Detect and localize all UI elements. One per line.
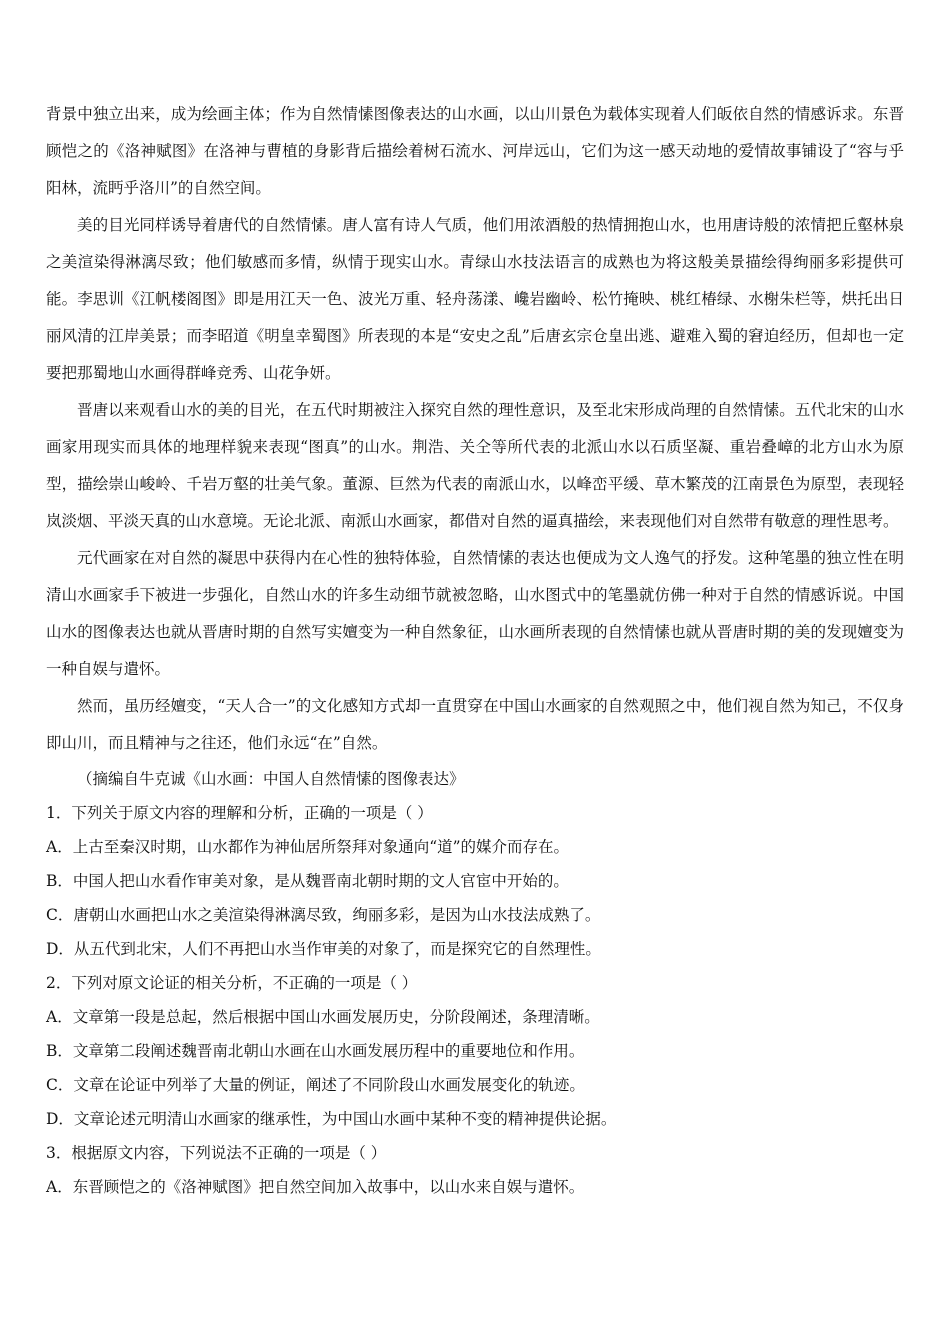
question-2	[46, 966, 904, 1136]
question-stem: 1．下列关于原文内容的理解和分析，正确的一项是（ ）	[46, 804, 433, 822]
passage-paragraph: 然而，虽历经嬗变，“天人合一”的文化感知方式却一直贯穿在中国山水画家的自然观照之中，他们视自然为知己，不仅身即山川，而且精神与之往还，他们永远“在”自然。	[46, 697, 904, 752]
option-c: C．文章在论证中列举了大量的例证，阐述了不同阶段山水画发展变化的轨迹。	[46, 1076, 585, 1094]
document-page	[46, 96, 904, 1204]
option-c: C．唐朝山水画把山水之美渲染得淋漓尽致，绚丽多彩，是因为山水技法成熟了。	[46, 906, 601, 924]
passage-paragraph: 美的目光同样诱导着唐代的自然情愫。唐人富有诗人气质，他们用浓酒般的热情拥抱山水，也用唐诗般的浓情把丘壑林泉之美渲染得淋漓尽致；他们敏感而多情，纵情于现实山水。青绿山水技法语言的成熟也为将这般美景描绘得绚丽多彩提供可能。李思训《江帆楼阁图》即是用江天一色、波光万重、轻舟荡漾、巉岩幽岭、松竹掩映、桃红椿绿、水榭朱栏等，烘托出日丽风清的江岸美景；而李昭道《明皇幸蜀图》所表现的本是“安史之乱”后唐玄宗仓皇出逃、避难入蜀的窘迫经历，但却也一定要把那蜀地山水画得群峰竞秀、山花争妍。	[46, 216, 904, 382]
option-d: D．从五代到北宋，人们不再把山水当作审美的对象了，而是探究它的自然理性。	[46, 940, 601, 958]
question-3	[46, 1136, 904, 1204]
option-b: B．文章第二段阐述魏晋南北朝山水画在山水画发展历程中的重要地位和作用。	[46, 1042, 585, 1060]
passage-paragraph: 元代画家在对自然的凝思中获得内在心性的独特体验，自然情愫的表达也便成为文人逸气的抒发。这种笔墨的独立性在明清山水画家手下被进一步强化，自然山水的许多生动细节就被忽略，山水图式中的笔墨就仿佛一种对于自然的情感诉说。中国山水的图像表达也就从晋唐时期的自然写实嬗变为一种自然象征，山水画所表现的自然情愫也就从晋唐时期的美的发现嬗变为一种自娱与遣怀。	[46, 549, 904, 678]
passage-paragraph: 晋唐以来观看山水的美的目光，在五代时期被注入探究自然的理性意识，及至北宋形成尚理的自然情愫。五代北宋的山水画家用现实而具体的地理样貌来表现“图真”的山水。荆浩、关仝等所代表的北派山水以石质坚凝、重岩叠嶂的北方山水为原型，描绘崇山峻岭、千岩万壑的壮美气象。董源、巨然为代表的南派山水，以峰峦平缓、草木繁茂的江南景色为原型，表现轻岚淡烟、平淡天真的山水意境。无论北派、南派山水画家，都借对自然的逼真描绘，来表现他们对自然带有敬意的理性思考。	[46, 401, 904, 530]
option-a: A．上古至秦汉时期，山水都作为神仙居所祭拜对象通向“道”的媒介而存在。	[46, 838, 570, 856]
option-a: A．文章第一段是总起，然后根据中国山水画发展历史，分阶段阐述，条理清晰。	[46, 1008, 600, 1026]
passage-paragraph: 背景中独立出来，成为绘画主体；作为自然情愫图像表达的山水画，以山川景色为载体实现着人们皈依自然的情感诉求。东晋顾恺之的《洛神赋图》在洛神与曹植的身影背后描绘着树石流水、河岸远山，它们为这一感天动地的爱情故事铺设了“容与乎阳林，流眄乎洛川”的自然空间。	[46, 105, 904, 197]
question-1	[46, 796, 904, 966]
question-stem: 2．下列对原文论证的相关分析，不正确的一项是（ ）	[46, 974, 418, 992]
option-d: D．文章论述元明清山水画家的继承性，为中国山水画中某种不变的精神提供论据。	[46, 1110, 617, 1128]
option-b: B．中国人把山水看作审美对象，是从魏晋南北朝时期的文人官宦中开始的。	[46, 872, 569, 890]
question-stem: 3．根据原文内容，下列说法不正确的一项是（ ）	[46, 1144, 387, 1162]
passage-source: （摘编自牛克诚《山水画：中国人自然情愫的图像表达》	[77, 770, 465, 788]
option-a: A．东晋顾恺之的《洛神赋图》把自然空间加入故事中，以山水来自娱与遣怀。	[46, 1178, 585, 1196]
